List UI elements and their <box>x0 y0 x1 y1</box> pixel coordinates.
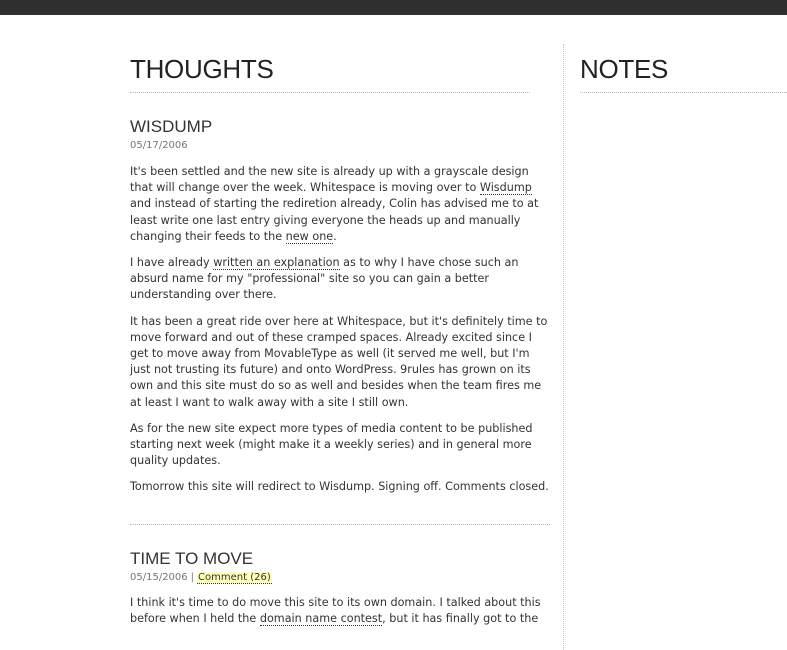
text-span: and instead of starting the rediretion already, Colin has advised me to at least write one last entry giving everyone the heads up and manually changing their feeds to the <box>130 197 539 243</box>
post-paragraph: Tomorrow this site will redirect to Wisdump. Signing off. Comments closed. <box>130 480 549 494</box>
comments-link[interactable]: Comment (26) <box>198 571 271 583</box>
new-one-link[interactable]: new one <box>285 229 334 243</box>
post-paragraph <box>130 255 550 304</box>
text-span: It's been settled and the new site is already up with a grayscale design that will change over the week. Whitespace is moving over to <box>130 165 529 195</box>
text-span: as to why I have chose such an absurd name for my "professional" site so you can gain a better understanding over there. <box>130 256 519 302</box>
notes-heading-rule <box>580 92 787 93</box>
explanation-link[interactable]: written an explanation <box>213 256 340 270</box>
notes-heading: NOTES <box>580 54 669 84</box>
post-paragraph <box>130 595 550 627</box>
text-span: I think it's time to do move this site to its own domain. I talked about this before when I held the <box>130 595 541 625</box>
post-paragraph <box>130 164 550 245</box>
post-paragraph: It has been a great ride over here at Whitespace, but it's definitely time to move forward and out of these cramped spaces. Already excited since I get to move away from MovableType as well (it served me well, but I'm just not trusting its future) and onto WordPress. 9rules has grown on its own and this site must do so as well and besides when the team fires me at least I want to walk away with a site I still own. <box>130 314 548 409</box>
thoughts-column <box>130 44 550 637</box>
post-date: 05/15/2006 <box>130 571 188 583</box>
notes-column <box>580 44 787 93</box>
meta-separator: | <box>190 571 195 583</box>
column-divider <box>563 44 564 650</box>
thoughts-heading: THOUGHTS <box>130 54 274 84</box>
post-date: 05/17/2006 <box>130 140 188 151</box>
text-span: . <box>333 229 337 243</box>
text-span: I have already <box>130 256 214 270</box>
post-time-to-move <box>130 549 550 627</box>
text-span: , but it has finally got to the <box>382 611 539 625</box>
post-title[interactable]: TIME TO MOVE <box>130 548 254 568</box>
post-meta <box>130 139 550 153</box>
post-title[interactable]: WISDUMP <box>130 117 213 136</box>
thoughts-heading-rule <box>130 92 530 93</box>
top-bar <box>0 0 787 15</box>
post-separator <box>130 524 550 525</box>
post-wisdump <box>130 117 550 496</box>
post-meta <box>130 571 550 585</box>
post-paragraph: As for the new site expect more types of media content to be published starting next week (might make it a weekly series) and in general more quality updates. <box>130 421 533 468</box>
wisdump-link[interactable]: Wisdump <box>479 181 532 195</box>
domain-contest-link[interactable]: domain name contest <box>259 611 383 625</box>
